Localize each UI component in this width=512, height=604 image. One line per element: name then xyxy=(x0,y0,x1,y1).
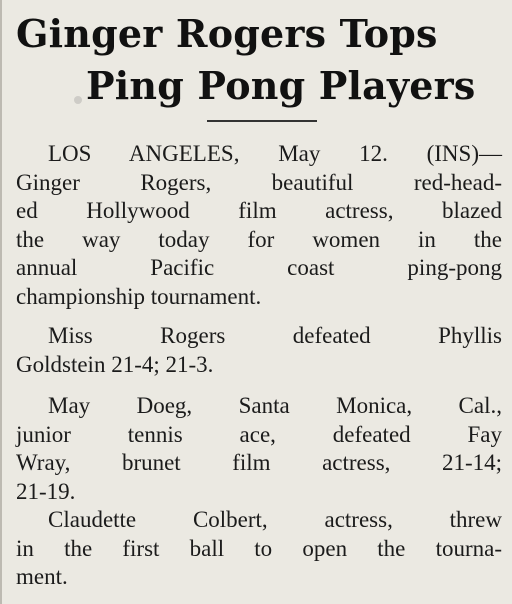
article-paragraph-4 xyxy=(16,506,502,592)
paragraph-line: championship tournament. xyxy=(16,283,262,309)
article-paragraph-2 xyxy=(16,322,502,379)
paragraph-line: Miss Rogers defeated Phyllis xyxy=(48,323,502,348)
paragraph-line: annual Pacific coast ping-pong xyxy=(16,255,502,281)
headline-line-2: Ping Pong Players xyxy=(86,63,476,108)
paragraph-line: in the first ball to open the tourna- xyxy=(16,535,502,561)
paragraph-line: ed Hollywood film actress, blazed xyxy=(16,198,502,224)
paragraph-line: Wray, brunet film actress, 21-14; xyxy=(16,450,502,476)
paragraph-line: LOS ANGELES, May 12. (INS)— xyxy=(48,141,502,166)
paragraph-line: Goldstein 21-4; 21-3. xyxy=(16,351,214,377)
paragraph-line: the way today for women in the xyxy=(16,226,502,252)
article-paragraph-3 xyxy=(16,392,502,506)
ink-smudge xyxy=(74,96,82,104)
headline-rule-divider xyxy=(207,120,317,122)
paragraph-line: Ginger Rogers, beautiful red-head- xyxy=(16,169,502,195)
paragraph-line: ment. xyxy=(16,564,68,590)
paragraph-line: 21-19. xyxy=(16,478,76,504)
article-paragraph-1 xyxy=(16,140,502,312)
paragraph-line: Claudette Colbert, actress, threw xyxy=(48,507,502,532)
headline-line-1: Ginger Rogers Tops xyxy=(16,11,438,56)
paragraph-line: junior tennis ace, defeated Fay xyxy=(16,421,502,447)
paragraph-line: May Doeg, Santa Monica, Cal., xyxy=(48,393,502,418)
